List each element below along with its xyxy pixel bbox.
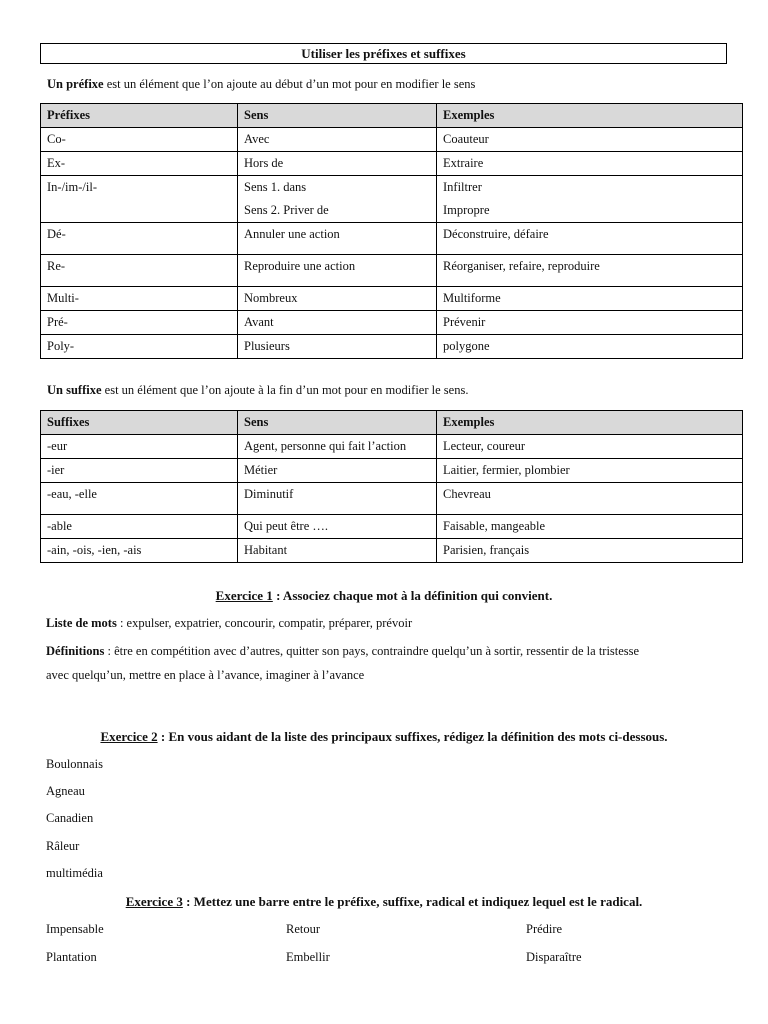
table-cell: Prévenir [437, 311, 743, 335]
table-cell: -ain, -ois, -ien, -ais [41, 539, 238, 563]
column-header: Exemples [437, 411, 743, 435]
suffix-intro-term: Un suffixe [47, 383, 102, 397]
prefix-intro [47, 77, 475, 92]
exercise3-instruction: : Mettez une barre entre le préfixe, suffixe, radical et indiquez lequel est le radical. [182, 894, 643, 909]
suffix-intro [47, 383, 468, 398]
table-cell: Avant [238, 311, 437, 335]
table-cell: Multiforme [437, 287, 743, 311]
table-row [41, 483, 743, 515]
exercise1-definitions-cont: avec quelqu’un, mettre en place à l’avance, imaginer à l’avance [46, 668, 365, 682]
table-row [41, 335, 743, 359]
table-cell: Avec [238, 128, 437, 152]
exercise2-instruction: : En vous aidant de la liste des principaux suffixes, rédigez la définition des mots ci-dessous. [157, 729, 668, 744]
exercise3-word: Embellir [286, 950, 330, 964]
word-list-label: Liste de mots [46, 616, 117, 630]
table-cell [437, 176, 743, 223]
definitions-label: Définitions [46, 644, 105, 658]
table-cell: Extraire [437, 152, 743, 176]
table-cell: Pré- [41, 311, 238, 335]
table-cell: Ex- [41, 152, 238, 176]
table-row [41, 152, 743, 176]
exercise3-word: Retour [286, 922, 321, 936]
table-cell: Co- [41, 128, 238, 152]
table-cell: Métier [238, 459, 437, 483]
table-row [41, 435, 743, 459]
exercise1-instruction: : Associez chaque mot à la définition qui convient. [272, 588, 553, 603]
table-cell: -ier [41, 459, 238, 483]
page-title: Utiliser les préfixes et suffixes [40, 43, 727, 64]
cell-line: Sens 2. Priver de [244, 203, 329, 217]
exercise3-word: Prédire [526, 922, 563, 936]
table-cell: Chevreau [437, 483, 743, 515]
prefix-intro-text: est un élément que l’on ajoute au début d’un mot pour en modifier le sens [103, 77, 476, 91]
table-row [41, 459, 743, 483]
exercise1-word-list [46, 616, 412, 631]
cell-line: Infiltrer [443, 180, 482, 194]
table-cell: Coauteur [437, 128, 743, 152]
column-header: Préfixes [41, 104, 238, 128]
table-cell: Annuler une action [238, 223, 437, 255]
table-cell: Déconstruire, défaire [437, 223, 743, 255]
table-cell: Multi- [41, 287, 238, 311]
definitions-text: : être en compétition avec d’autres, quitter son pays, contraindre quelqu’un à sortir, ressentir de la tristesse [104, 644, 640, 658]
table-cell: Parisien, français [437, 539, 743, 563]
exercise1-definitions [46, 644, 639, 659]
table-header-row [41, 104, 743, 128]
table-cell: Laitier, fermier, plombier [437, 459, 743, 483]
table-cell [41, 176, 238, 223]
cell-line: In-/im-/il- [47, 180, 97, 194]
column-header: Sens [238, 411, 437, 435]
exercise2-title [0, 729, 768, 745]
column-header: Exemples [437, 104, 743, 128]
exercise3-word: Impensable [46, 922, 104, 936]
table-cell: Diminutif [238, 483, 437, 515]
table-cell: Reproduire une action [238, 255, 437, 287]
exercise1-label: Exercice 1 [215, 588, 273, 603]
table-row [41, 176, 743, 223]
table-cell: Dé- [41, 223, 238, 255]
table-cell: Qui peut être …. [238, 515, 437, 539]
suffix-intro-text: est un élément que l’on ajoute à la fin d’un mot pour en modifier le sens. [101, 383, 469, 397]
cell-line: Impropre [443, 203, 490, 217]
table-row [41, 223, 743, 255]
table-cell [238, 176, 437, 223]
suffix-table [40, 410, 743, 563]
column-header: Sens [238, 104, 437, 128]
exercise3-title [0, 894, 768, 910]
word-list-text: : expulser, expatrier, concourir, compatir, préparer, prévoir [116, 616, 413, 630]
exercise2-word: Râleur [46, 839, 80, 853]
table-cell: Faisable, mangeable [437, 515, 743, 539]
table-header-row [41, 411, 743, 435]
column-header: Suffixes [41, 411, 238, 435]
table-row [41, 539, 743, 563]
table-cell: Habitant [238, 539, 437, 563]
table-cell: polygone [437, 335, 743, 359]
table-cell: Réorganiser, refaire, reproduire [437, 255, 743, 287]
prefix-table [40, 103, 743, 359]
table-row [41, 255, 743, 287]
exercise3-word: Disparaître [526, 950, 582, 964]
table-row [41, 287, 743, 311]
exercise2-word: multimédia [46, 866, 103, 880]
exercise3-word: Plantation [46, 950, 97, 964]
prefix-intro-term: Un préfixe [47, 77, 104, 91]
table-cell: -eur [41, 435, 238, 459]
table-cell: Re- [41, 255, 238, 287]
exercise2-word: Agneau [46, 784, 85, 798]
table-cell: Lecteur, coureur [437, 435, 743, 459]
exercise3-label: Exercice 3 [125, 894, 183, 909]
exercise2-word: Canadien [46, 811, 94, 825]
exercise1-title [0, 588, 768, 604]
cell-line: Sens 1. dans [244, 180, 307, 194]
table-cell: -able [41, 515, 238, 539]
table-cell: Nombreux [238, 287, 437, 311]
table-cell: -eau, -elle [41, 483, 238, 515]
exercise2-label: Exercice 2 [100, 729, 158, 744]
table-row [41, 311, 743, 335]
table-cell: Agent, personne qui fait l’action [238, 435, 437, 459]
table-cell: Plusieurs [238, 335, 437, 359]
exercise2-word: Boulonnais [46, 757, 103, 771]
table-row [41, 515, 743, 539]
table-cell: Hors de [238, 152, 437, 176]
table-cell: Poly- [41, 335, 238, 359]
table-row [41, 128, 743, 152]
